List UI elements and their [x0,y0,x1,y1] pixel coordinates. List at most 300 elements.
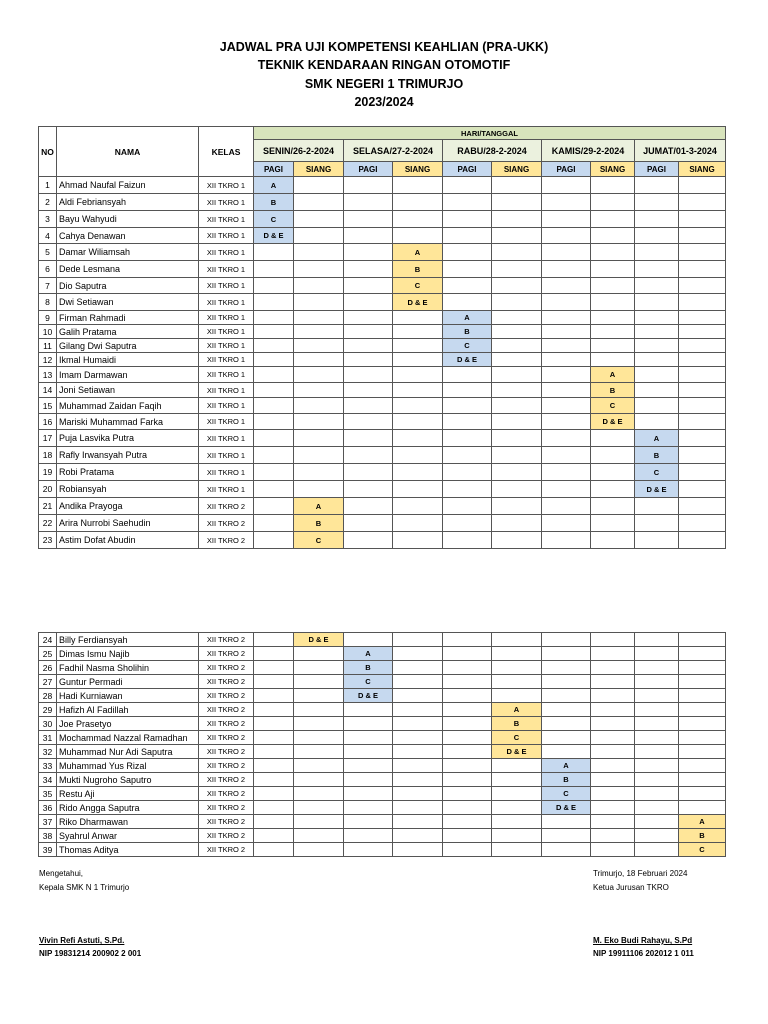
footer-kepala-sekolah-title: Kepala SMK N 1 Trimurjo [39,883,130,892]
student-name: Robi Pratama [57,464,199,481]
session-siang: SIANG [492,162,542,177]
student-name: Mochammad Nazzal Ramadhan [57,731,199,745]
schedule-empty-cell [635,717,679,731]
student-name: Joe Prasetyo [57,717,199,731]
schedule-table-part2 [38,632,726,857]
schedule-empty-cell [294,481,344,498]
schedule-empty-cell [344,211,393,228]
schedule-empty-cell [254,717,294,731]
student-class: XII TKRO 1 [199,325,254,339]
schedule-empty-cell [344,430,393,447]
table-row [39,481,726,498]
schedule-empty-cell [635,515,679,532]
student-class: XII TKRO 2 [199,745,254,759]
schedule-empty-cell [254,311,294,325]
schedule-empty-cell [591,294,635,311]
schedule-empty-cell [635,177,679,194]
student-name: Ahmad Naufal Faizun [57,177,199,194]
schedule-empty-cell [294,801,344,815]
student-class: XII TKRO 1 [199,244,254,261]
student-name: Muhammad Zaidan Faqih [57,398,199,414]
schedule-empty-cell [542,367,591,383]
schedule-empty-cell [679,177,726,194]
schedule-empty-cell [294,414,344,430]
row-number: 22 [39,515,57,532]
student-class: XII TKRO 1 [199,414,254,430]
schedule-empty-cell [591,787,635,801]
row-number: 32 [39,745,57,759]
schedule-empty-cell [254,447,294,464]
schedule-empty-cell [492,815,542,829]
schedule-empty-cell [294,383,344,398]
student-name: Syahrul Anwar [57,829,199,843]
schedule-empty-cell [635,414,679,430]
footer-kepala-sekolah-nip: NIP 19831214 200902 2 001 [39,949,142,958]
schedule-empty-cell [492,532,542,549]
schedule-empty-cell [393,745,443,759]
schedule-empty-cell [294,339,344,353]
schedule-empty-cell [492,498,542,515]
schedule-empty-cell [344,278,393,294]
schedule-empty-cell [393,801,443,815]
schedule-group-cell: A [344,647,393,661]
schedule-empty-cell [591,278,635,294]
session-siang: SIANG [591,162,635,177]
schedule-empty-cell [393,353,443,367]
schedule-empty-cell [443,414,492,430]
schedule-empty-cell [443,675,492,689]
row-number: 19 [39,464,57,481]
row-number: 23 [39,532,57,549]
student-class: XII TKRO 1 [199,398,254,414]
student-name: Muhammad Nur Adi Saputra [57,745,199,759]
student-class: XII TKRO 1 [199,430,254,447]
schedule-empty-cell [679,759,726,773]
schedule-empty-cell [294,689,344,703]
schedule-empty-cell [635,498,679,515]
schedule-empty-cell [492,689,542,703]
row-number: 28 [39,689,57,703]
schedule-group-cell: C [393,278,443,294]
schedule-empty-cell [591,430,635,447]
student-name: Rafly Irwansyah Putra [57,447,199,464]
table-row [39,515,726,532]
schedule-empty-cell [294,745,344,759]
schedule-empty-cell [591,447,635,464]
session-siang: SIANG [679,162,726,177]
day-header-senin: SENIN/26-2-2024 [254,140,344,162]
schedule-empty-cell [294,353,344,367]
session-pagi: PAGI [254,162,294,177]
schedule-empty-cell [679,414,726,430]
schedule-empty-cell [393,339,443,353]
schedule-empty-cell [635,815,679,829]
schedule-empty-cell [492,481,542,498]
schedule-empty-cell [635,633,679,647]
schedule-empty-cell [254,294,294,311]
schedule-empty-cell [591,515,635,532]
schedule-empty-cell [635,773,679,787]
schedule-empty-cell [254,745,294,759]
col-header-kelas: KELAS [199,127,254,177]
schedule-empty-cell [492,294,542,311]
student-class: XII TKRO 2 [199,498,254,515]
student-name: Hadi Kurniawan [57,689,199,703]
schedule-empty-cell [492,177,542,194]
schedule-empty-cell [492,244,542,261]
schedule-empty-cell [591,464,635,481]
student-name: Dede Lesmana [57,261,199,278]
schedule-empty-cell [443,244,492,261]
row-number: 17 [39,430,57,447]
schedule-empty-cell [443,367,492,383]
schedule-empty-cell [443,843,492,857]
footer-kepala-sekolah-name: Vivin Refi Astuti, S.Pd. [39,936,125,945]
schedule-empty-cell [344,325,393,339]
schedule-empty-cell [591,689,635,703]
schedule-empty-cell [294,398,344,414]
student-name: Galih Pratama [57,325,199,339]
schedule-empty-cell [294,194,344,211]
table-row [39,367,726,383]
table-row [39,278,726,294]
student-name: Firman Rahmadi [57,311,199,325]
student-name: Restu Aji [57,787,199,801]
schedule-empty-cell [294,430,344,447]
row-number: 18 [39,447,57,464]
table-row [39,703,726,717]
schedule-empty-cell [254,244,294,261]
schedule-empty-cell [393,532,443,549]
schedule-empty-cell [492,211,542,228]
schedule-empty-cell [542,633,591,647]
schedule-empty-cell [679,447,726,464]
table-row [39,787,726,801]
student-name: Hafizh Al Fadillah [57,703,199,717]
schedule-empty-cell [591,633,635,647]
schedule-empty-cell [393,787,443,801]
schedule-empty-cell [344,703,393,717]
row-number: 25 [39,647,57,661]
session-pagi: PAGI [344,162,393,177]
student-class: XII TKRO 1 [199,228,254,244]
footer-ketua-jurusan-nip: NIP 19911106 202012 1 011 [593,949,694,958]
schedule-empty-cell [635,353,679,367]
schedule-empty-cell [294,244,344,261]
schedule-empty-cell [679,703,726,717]
table-row [39,801,726,815]
schedule-empty-cell [254,829,294,843]
schedule-empty-cell [254,759,294,773]
row-number: 10 [39,325,57,339]
schedule-empty-cell [635,801,679,815]
row-number: 30 [39,717,57,731]
schedule-empty-cell [393,647,443,661]
student-class: XII TKRO 2 [199,703,254,717]
schedule-empty-cell [542,675,591,689]
schedule-empty-cell [254,464,294,481]
student-class: XII TKRO 2 [199,815,254,829]
schedule-empty-cell [393,383,443,398]
row-number: 21 [39,498,57,515]
schedule-empty-cell [591,731,635,745]
schedule-group-cell: D & E [393,294,443,311]
schedule-empty-cell [542,498,591,515]
schedule-group-cell: B [679,829,726,843]
table-row [39,294,726,311]
schedule-empty-cell [679,430,726,447]
schedule-empty-cell [393,430,443,447]
schedule-empty-cell [679,633,726,647]
schedule-empty-cell [443,661,492,675]
schedule-group-cell: A [492,703,542,717]
table-row [39,261,726,278]
schedule-group-cell: B [393,261,443,278]
schedule-empty-cell [344,498,393,515]
table-row [39,383,726,398]
schedule-empty-cell [492,325,542,339]
schedule-empty-cell [635,398,679,414]
schedule-empty-cell [443,464,492,481]
row-number: 39 [39,843,57,857]
schedule-empty-cell [393,177,443,194]
row-number: 6 [39,261,57,278]
schedule-empty-cell [254,398,294,414]
schedule-empty-cell [542,430,591,447]
student-class: XII TKRO 1 [199,464,254,481]
schedule-empty-cell [542,398,591,414]
schedule-empty-cell [254,661,294,675]
footer-ketua-jurusan-name: M. Eko Budi Rahayu, S.Pd [593,936,693,945]
row-number: 15 [39,398,57,414]
schedule-empty-cell [492,647,542,661]
schedule-empty-cell [679,689,726,703]
schedule-empty-cell [542,261,591,278]
student-class: XII TKRO 1 [199,339,254,353]
schedule-empty-cell [492,383,542,398]
table-row [39,532,726,549]
schedule-empty-cell [344,398,393,414]
student-name: Arira Nurrobi Saehudin [57,515,199,532]
row-number: 34 [39,773,57,787]
schedule-empty-cell [591,228,635,244]
schedule-empty-cell [679,383,726,398]
schedule-empty-cell [344,353,393,367]
row-number: 36 [39,801,57,815]
schedule-empty-cell [254,703,294,717]
schedule-empty-cell [492,430,542,447]
table-row [39,447,726,464]
student-name: Fadhil Nasma Sholihin [57,661,199,675]
schedule-empty-cell [344,773,393,787]
schedule-empty-cell [443,731,492,745]
student-class: XII TKRO 1 [199,481,254,498]
document-title-line1: JADWAL PRA UJI KOMPETENSI KEAHLIAN (PRA-UKK) [219,40,549,54]
student-class: XII TKRO 2 [199,801,254,815]
schedule-empty-cell [294,647,344,661]
schedule-empty-cell [679,675,726,689]
schedule-empty-cell [542,339,591,353]
schedule-empty-cell [344,383,393,398]
schedule-empty-cell [254,498,294,515]
schedule-empty-cell [542,815,591,829]
schedule-empty-cell [542,689,591,703]
row-number: 2 [39,194,57,211]
schedule-empty-cell [294,675,344,689]
student-class: XII TKRO 1 [199,261,254,278]
schedule-group-cell: C [591,398,635,414]
table-row [39,731,726,745]
schedule-empty-cell [344,294,393,311]
row-number: 26 [39,661,57,675]
schedule-group-cell: B [294,515,344,532]
student-class: XII TKRO 1 [199,177,254,194]
row-number: 20 [39,481,57,498]
schedule-empty-cell [635,261,679,278]
schedule-empty-cell [344,311,393,325]
schedule-empty-cell [591,244,635,261]
table-row [39,745,726,759]
student-name: Mariski Muhammad Farka [57,414,199,430]
schedule-empty-cell [591,647,635,661]
table-row [39,464,726,481]
student-name: Dwi Setiawan [57,294,199,311]
student-name: Puja Lasvika Putra [57,430,199,447]
schedule-empty-cell [393,498,443,515]
schedule-empty-cell [635,294,679,311]
schedule-empty-cell [635,675,679,689]
schedule-empty-cell [294,843,344,857]
student-class: XII TKRO 2 [199,731,254,745]
schedule-empty-cell [254,787,294,801]
table-row [39,430,726,447]
schedule-empty-cell [542,661,591,675]
schedule-empty-cell [679,661,726,675]
schedule-empty-cell [542,278,591,294]
schedule-empty-cell [635,278,679,294]
table-row [39,244,726,261]
student-class: XII TKRO 2 [199,759,254,773]
student-class: XII TKRO 2 [199,661,254,675]
student-name: Imam Darmawan [57,367,199,383]
student-name: Joni Setiawan [57,383,199,398]
schedule-group-cell: D & E [443,353,492,367]
schedule-empty-cell [492,353,542,367]
schedule-empty-cell [542,745,591,759]
schedule-empty-cell [542,481,591,498]
schedule-empty-cell [542,228,591,244]
student-name: Muhammad Yus Rizal [57,759,199,773]
schedule-empty-cell [393,843,443,857]
schedule-empty-cell [443,447,492,464]
row-number: 4 [39,228,57,244]
row-number: 11 [39,339,57,353]
row-number: 37 [39,815,57,829]
table-row [39,633,726,647]
schedule-empty-cell [393,633,443,647]
schedule-empty-cell [591,177,635,194]
table-row [39,843,726,857]
schedule-empty-cell [542,311,591,325]
schedule-empty-cell [635,194,679,211]
schedule-empty-cell [635,745,679,759]
schedule-empty-cell [393,731,443,745]
schedule-empty-cell [344,194,393,211]
schedule-empty-cell [591,261,635,278]
schedule-group-cell: D & E [591,414,635,430]
schedule-empty-cell [393,325,443,339]
row-number: 12 [39,353,57,367]
schedule-empty-cell [254,815,294,829]
schedule-group-cell: C [294,532,344,549]
student-name: Astim Dofat Abudin [57,532,199,549]
schedule-empty-cell [443,430,492,447]
student-name: Billy Ferdiansyah [57,633,199,647]
schedule-empty-cell [443,773,492,787]
schedule-empty-cell [591,311,635,325]
schedule-group-cell: B [492,717,542,731]
schedule-empty-cell [492,278,542,294]
table-row [39,194,726,211]
schedule-empty-cell [679,278,726,294]
schedule-empty-cell [443,177,492,194]
schedule-empty-cell [542,353,591,367]
schedule-empty-cell [542,703,591,717]
day-header-rabu: RABU/28-2-2024 [443,140,542,162]
schedule-empty-cell [542,717,591,731]
schedule-empty-cell [294,325,344,339]
schedule-empty-cell [443,689,492,703]
schedule-empty-cell [254,353,294,367]
footer-ketua-jurusan-title: Ketua Jurusan TKRO [593,883,669,892]
table-row [39,311,726,325]
schedule-empty-cell [635,689,679,703]
row-number: 31 [39,731,57,745]
table-row [39,498,726,515]
schedule-empty-cell [254,339,294,353]
schedule-empty-cell [542,325,591,339]
schedule-empty-cell [542,244,591,261]
schedule-empty-cell [492,414,542,430]
row-number: 8 [39,294,57,311]
schedule-empty-cell [294,447,344,464]
student-name: Andika Prayoga [57,498,199,515]
schedule-group-cell: D & E [254,228,294,244]
schedule-empty-cell [254,675,294,689]
schedule-empty-cell [443,717,492,731]
schedule-empty-cell [591,325,635,339]
schedule-empty-cell [635,325,679,339]
schedule-empty-cell [294,367,344,383]
schedule-empty-cell [443,815,492,829]
schedule-empty-cell [254,633,294,647]
schedule-group-cell: B [591,383,635,398]
schedule-group-cell: A [679,815,726,829]
schedule-empty-cell [294,815,344,829]
schedule-empty-cell [542,194,591,211]
schedule-group-cell: C [542,787,591,801]
student-class: XII TKRO 2 [199,647,254,661]
student-class: XII TKRO 1 [199,353,254,367]
schedule-empty-cell [443,383,492,398]
schedule-group-cell: C [254,211,294,228]
schedule-empty-cell [635,703,679,717]
table-row [39,675,726,689]
schedule-empty-cell [635,647,679,661]
schedule-empty-cell [254,515,294,532]
schedule-empty-cell [443,294,492,311]
schedule-empty-cell [635,759,679,773]
